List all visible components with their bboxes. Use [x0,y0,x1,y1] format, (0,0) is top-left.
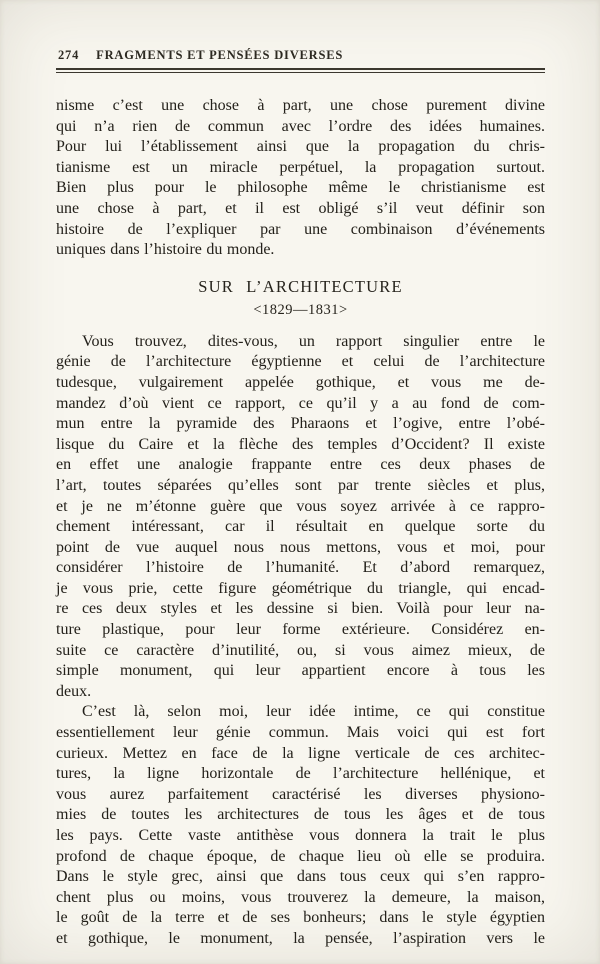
text-line: Vous trouvez, dites-vous, un rapport singulier entre le [82,332,545,350]
text-line: lisque du Caire et la flèche des temples d’Occident? Il existe [56,435,545,453]
text-line: en effet une analogie frappante entre ces deux phases de [56,456,545,474]
text-line: tudesque, vulgairement appelée gothique, et vous me de- [56,373,545,391]
text-line: profond de chaque époque, de chaque lieu où elle se produira. [56,847,545,865]
text-line: tianisme est un miracle perpétuel, la propagation surtout. [56,158,545,176]
text-line: l’art, toutes séparées qu’elles sont par trente siècles et plus, [56,476,545,494]
running-header [56,48,545,68]
paragraph [56,702,545,949]
text-line: deux. [56,682,92,700]
header-rule [56,68,545,73]
text-line: point de vue auquel nous nous mettons, vous et moi, pour [56,538,545,556]
page-number: 274 [58,48,80,62]
text-line: chement intéressant, car il résultait en quelque sorte du [56,518,545,536]
text-line: ture plastique, pour leur forme extérieure. Considérez en- [56,621,545,639]
text-line: Bien plus pour le philosophe même le christianisme est [56,179,545,197]
text-body [56,96,545,950]
text-line: les pays. Cette vaste antithèse vous donnera la trait le plus [56,827,545,844]
text-line: Dans le style grec, ainsi que dans tous ceux qui s’en rappro- [56,868,545,886]
text-line: re ces deux styles et les dessine si bien. Voilà pour leur na- [56,600,545,618]
text-line: histoire de l’expliquer par une combinaison d’événements [56,220,545,238]
text-line: C’est là, selon moi, leur idée intime, ce qui constitue [82,703,545,721]
text-line: une chose à part, et il est obligé s’il veut définir son [56,199,545,217]
text-line: mies de toutes les architectures de tous les âges et de tous [56,806,545,824]
text-line: suite ce caractère d’inutilité, ou, si vous aimez mieux, de [56,641,545,659]
text-line: génie de l’architecture égyptienne et celui de l’architecture [56,353,545,371]
paragraph [56,332,545,703]
text-line: mun entre la pyramide des Pharaons et l’ogive, entre l’obé- [56,415,545,433]
text-line: uniques dans l’histoire du monde. [56,241,275,259]
text-line: nisme c’est une chose à part, une chose purement divine [56,97,545,114]
text-line: considérer l’histoire de l’humanité. Et d’abord remarquez, [56,559,545,577]
text-line: tures, la ligne horizontale de l’architecture hellénique, et [56,765,545,783]
text-line: qui n’a rien de commun avec l’ordre des idées humaines. [56,117,545,135]
text-line: Pour lui l’établissement ainsi que la propagation du chris- [56,138,545,156]
text-line: le goût de la terre et de ses bonheurs; dans le style égyptien [56,909,545,927]
section-heading [56,277,545,319]
section-title: SUR L’ARCHITECTURE [198,276,403,296]
section-dates: <1829—1831> [253,301,348,318]
text-line: essentiellement leur génie commun. Mais voici qui est fort [56,724,545,742]
paragraph [56,96,545,261]
text-line: mandez d’où vient ce rapport, ce qu’il y a au fond de com- [56,394,545,412]
text-line: chent plus ou moins, vous trouverez la demeure, la maison, [56,888,545,906]
text-line: vous aurez parfaitement caractérisé les diverses physiono- [56,785,545,803]
text-line: et je ne m’étonne guère que vous soyez arrivée à ce rappro- [56,497,545,515]
running-title: FRAGMENTS ET PENSÉES DIVERSES [96,48,344,62]
text-line: je vous prie, cette figure géométrique du triangle, qui encad- [56,579,545,597]
text-line: et gothique, le monument, la pensée, l’aspiration vers le [56,929,545,947]
text-line: simple monument, qui leur appartient encore à tous les [56,662,545,680]
text-line: curieux. Mettez en face de la ligne verticale de ces architec- [56,744,545,762]
